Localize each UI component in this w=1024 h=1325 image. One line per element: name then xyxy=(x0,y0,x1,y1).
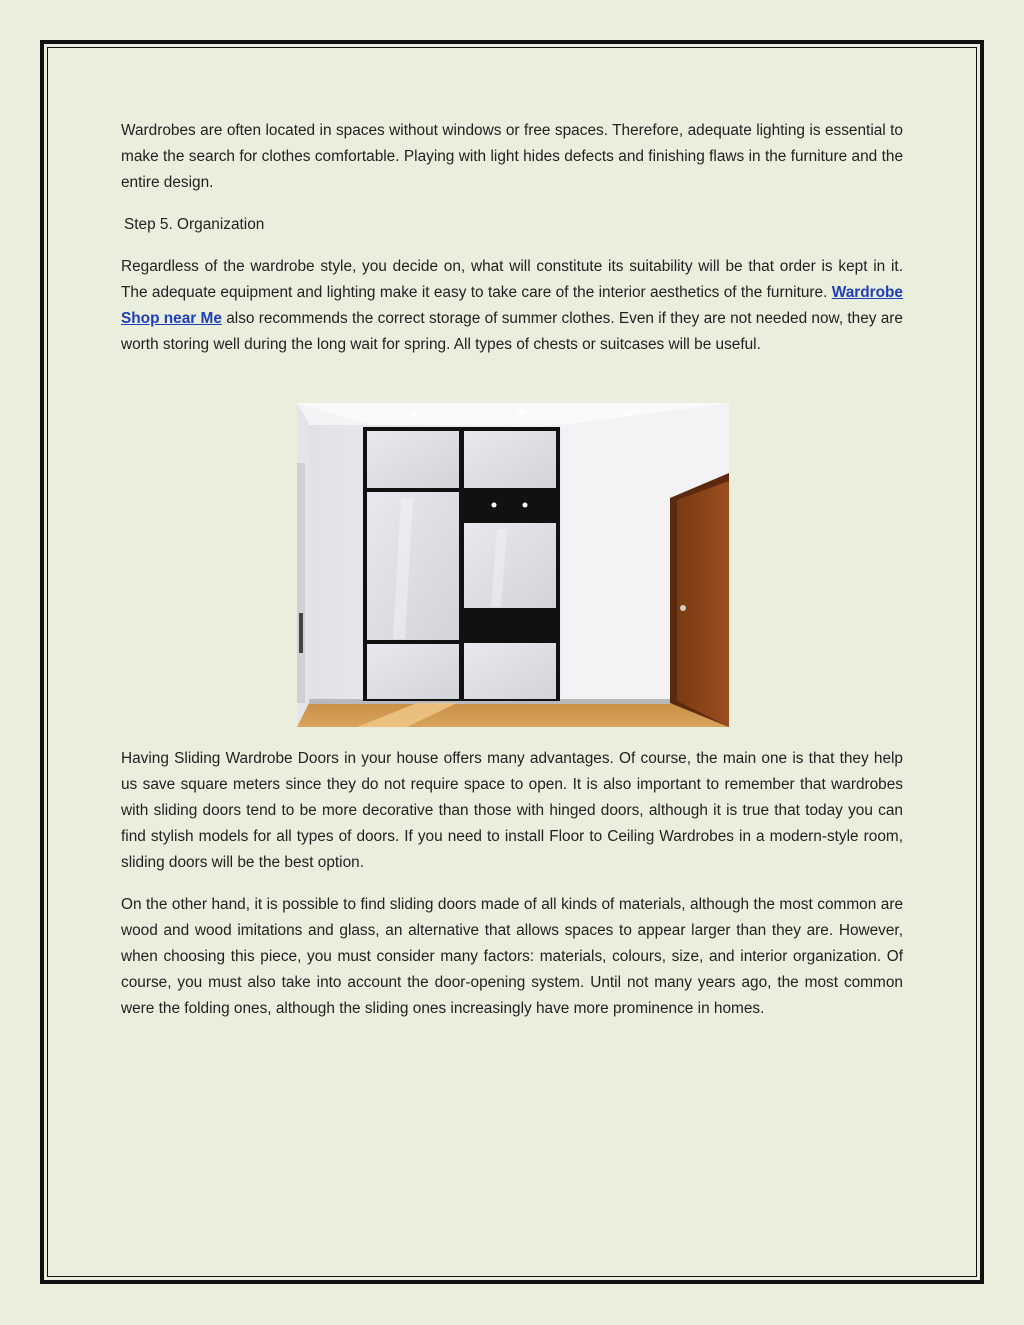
paragraph-organization xyxy=(121,254,903,358)
wardrobe-photo xyxy=(297,403,729,727)
paragraph-sliding-doors: Having Sliding Wardrobe Doors in your house offers many advantages. Of course, the main one is that they help us save square meters since they do not require space to open. It is also important to remember that wardrobes with sliding doors tend to be more decorative than those with hinged doors, although it is true that today you can find stylish models for all types of doors. If you need to install Floor to Ceiling Wardrobes in a modern-style room, sliding doors will be the best option. xyxy=(121,750,903,871)
paragraph-materials: On the other hand, it is possible to find sliding doors made of all kinds of materials, although the most common are wood and wood imitations and glass, an alternative that allows spaces to appear larger than they are. However, when choosing this piece, you must consider many factors: materials, colours, size, and interior organization. Of course, you must also take into account the door-opening system. Until not many years ago, the most common were the folding ones, although the sliding ones increasingly have more prominence in homes. xyxy=(121,896,903,1017)
document-body-top xyxy=(121,118,903,374)
organization-text-end: also recommends the correct storage of summer clothes. Even if they are not needed now, they are worth storing well during the long wait for spring. All types of chests or suitcases will be useful. xyxy=(121,310,903,353)
document-body-bottom xyxy=(121,746,903,1022)
organization-text-start: Regardless of the wardrobe style, you decide on, what will constitute its suitability will be that order is kept in it. The adequate equipment and lighting make it easy to take care of the interior aesthetics of the furniture. xyxy=(121,258,903,301)
paragraph-lighting: Wardrobes are often located in spaces without windows or free spaces. Therefore, adequate lighting is essential to make the search for clothes comfortable. Playing with light hides defects and finishing flaws in the furniture and the entire design. xyxy=(121,122,903,191)
step-heading: Step 5. Organization xyxy=(124,216,265,233)
wardrobe-shop-link[interactable]: Wardrobe Shop near Me xyxy=(121,284,903,327)
